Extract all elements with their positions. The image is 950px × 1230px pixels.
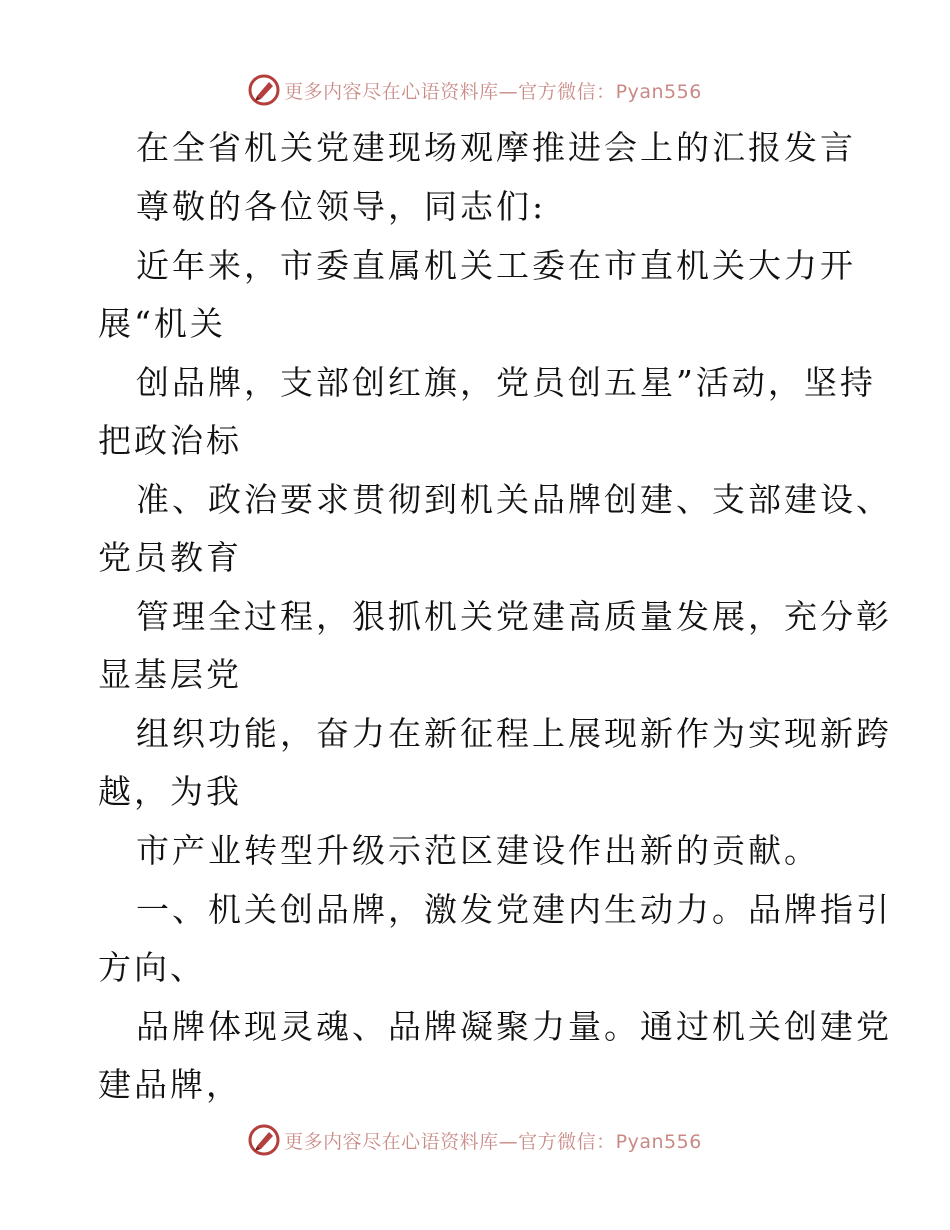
paragraph-line: 把政治标	[98, 421, 242, 460]
paragraph-line: 创品牌，支部创红旗，党员创五星”活动，坚持	[136, 363, 876, 402]
paragraph-line: 越，为我	[98, 772, 242, 811]
document-salutation: 尊敬的各位领导，同志们:	[136, 187, 547, 226]
paragraph-line: 准、政治要求贯彻到机关品牌创建、支部建设、	[136, 480, 892, 519]
paragraph-line: 方向、	[98, 948, 206, 987]
paragraph-line: 展“机关	[98, 304, 226, 343]
document-title: 在全省机关党建现场观摩推进会上的汇报发言	[136, 128, 856, 167]
header-banner-text: 更多内容尽在心语资料库—官方微信：Pyan556	[284, 80, 702, 103]
paragraph-line: 近年来，市委直属机关工委在市直机关大力开	[136, 246, 856, 285]
paragraph-line: 品牌体现灵魂、品牌凝聚力量。通过机关创建党	[136, 1007, 892, 1046]
pen-logo-icon	[248, 1124, 280, 1156]
paragraph-line: 一、机关创品牌，激发党建内生动力。品牌指引	[136, 890, 892, 929]
paragraph-line: 管理全过程，狠抓机关党建高质量发展，充分彰	[136, 597, 892, 636]
paragraph-line: 党员教育	[98, 538, 242, 577]
paragraph-line: 组织功能，奋力在新征程上展现新作为实现新跨	[136, 714, 892, 753]
header-banner	[0, 70, 950, 110]
paragraph-line: 建品牌，	[98, 1065, 242, 1104]
pen-logo-icon	[248, 74, 280, 106]
footer-banner	[0, 1120, 950, 1160]
footer-banner-text: 更多内容尽在心语资料库—官方微信：Pyan556	[284, 1130, 702, 1153]
paragraph-line: 市产业转型升级示范区建设作出新的贡献。	[136, 831, 820, 870]
paragraph-line: 显基层党	[98, 655, 242, 694]
